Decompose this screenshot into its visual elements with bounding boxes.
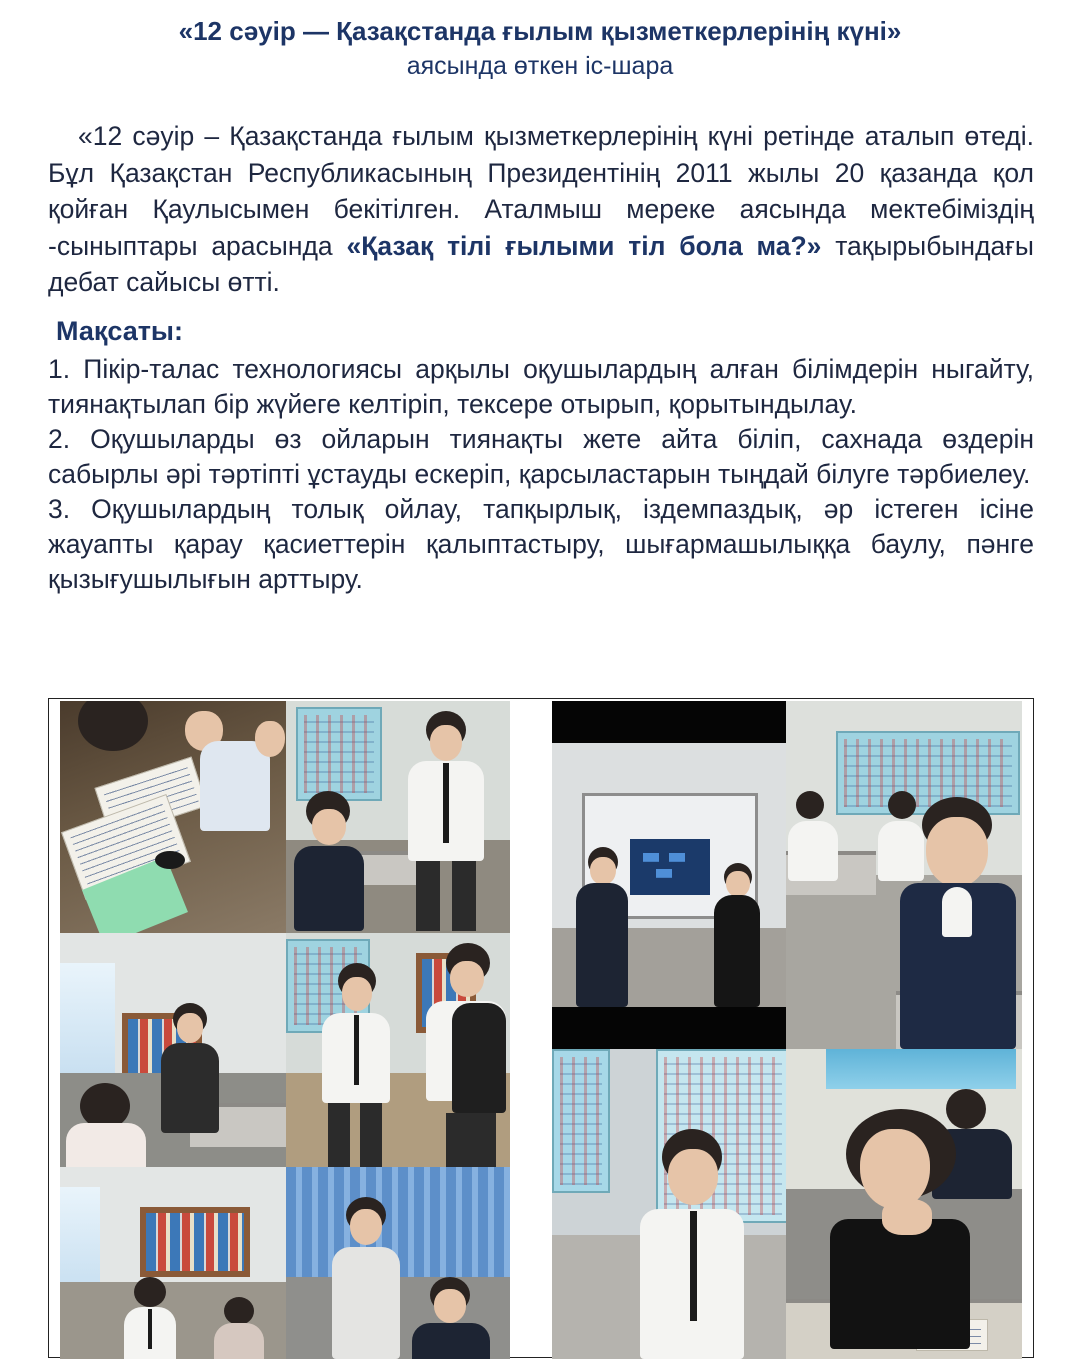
photo-window-blinds: [286, 1167, 510, 1359]
photo-two-speakers: [286, 933, 510, 1167]
photo-classroom-students: [60, 1167, 286, 1359]
goals-heading: Мақсаты:: [56, 316, 183, 346]
photo-students-writing: [60, 701, 286, 933]
goal-item: 1. Пікір-талас технологиясы арқылы оқушылардың алған білімдерін ныгайту, тиянақтылап бір жүйеге келтіріп, тексере отырып, қорытындылау.: [48, 354, 1034, 419]
photo-border-band: [552, 1007, 786, 1049]
debate-topic: «Қазақ тілі ғылыми тіл бола ма?»: [346, 230, 822, 261]
photo-border-band: [552, 701, 786, 743]
photo-speaker-white-shirt: [286, 701, 510, 933]
photo-smiling-speaker: [786, 701, 1022, 1049]
intro-paragraph: [48, 118, 1034, 301]
photo-speaker-periodic-table: [552, 1049, 786, 1359]
page-title: «12 сәуір — Қазақстанда ғылым қызметкерлерінің күні»: [178, 16, 902, 46]
photo-presentation: [552, 743, 786, 1007]
goal-item: 3. Оқушылардың толық ойлау, тапқырлық, іздемпаздық, әр істеген ісіне жауапты қарау қасиеттерін қалыптастыру, шығармашылыққа баулу, пәнге қызығушылығын арттыру.: [48, 494, 1034, 594]
page-subtitle: аясында өткен іс-шара: [406, 52, 674, 80]
photo-classroom-teacher: [60, 933, 286, 1167]
intro-text: «12 сәуір – Қазақстанда ғылым қызметкерлерінің күні ретінде аталып өтеді. Бұл Қазақстан Республикасының Президентінің 2011 жылы 20 қазанда қол қойған Қаулысымен бекітілген. Аталмыш мереке аясында мектебіміздің -сыныптары арасында: [48, 121, 1034, 261]
goal-item: 2. Оқушыларды өз ойларын тиянақты жете айта біліп, сахнада өздерін сабырлы әрі тәртіпті ұстауды ескеріп, қарсыластарын тыңдай білуге тәрбиелеу.: [48, 424, 1034, 489]
photo-collage: [48, 698, 1034, 1358]
goals-list: [48, 352, 1034, 597]
intro-text-end: тақырыбындағы дебат сайысы өтті.: [48, 230, 1034, 297]
photo-listening-student: [786, 1049, 1022, 1359]
